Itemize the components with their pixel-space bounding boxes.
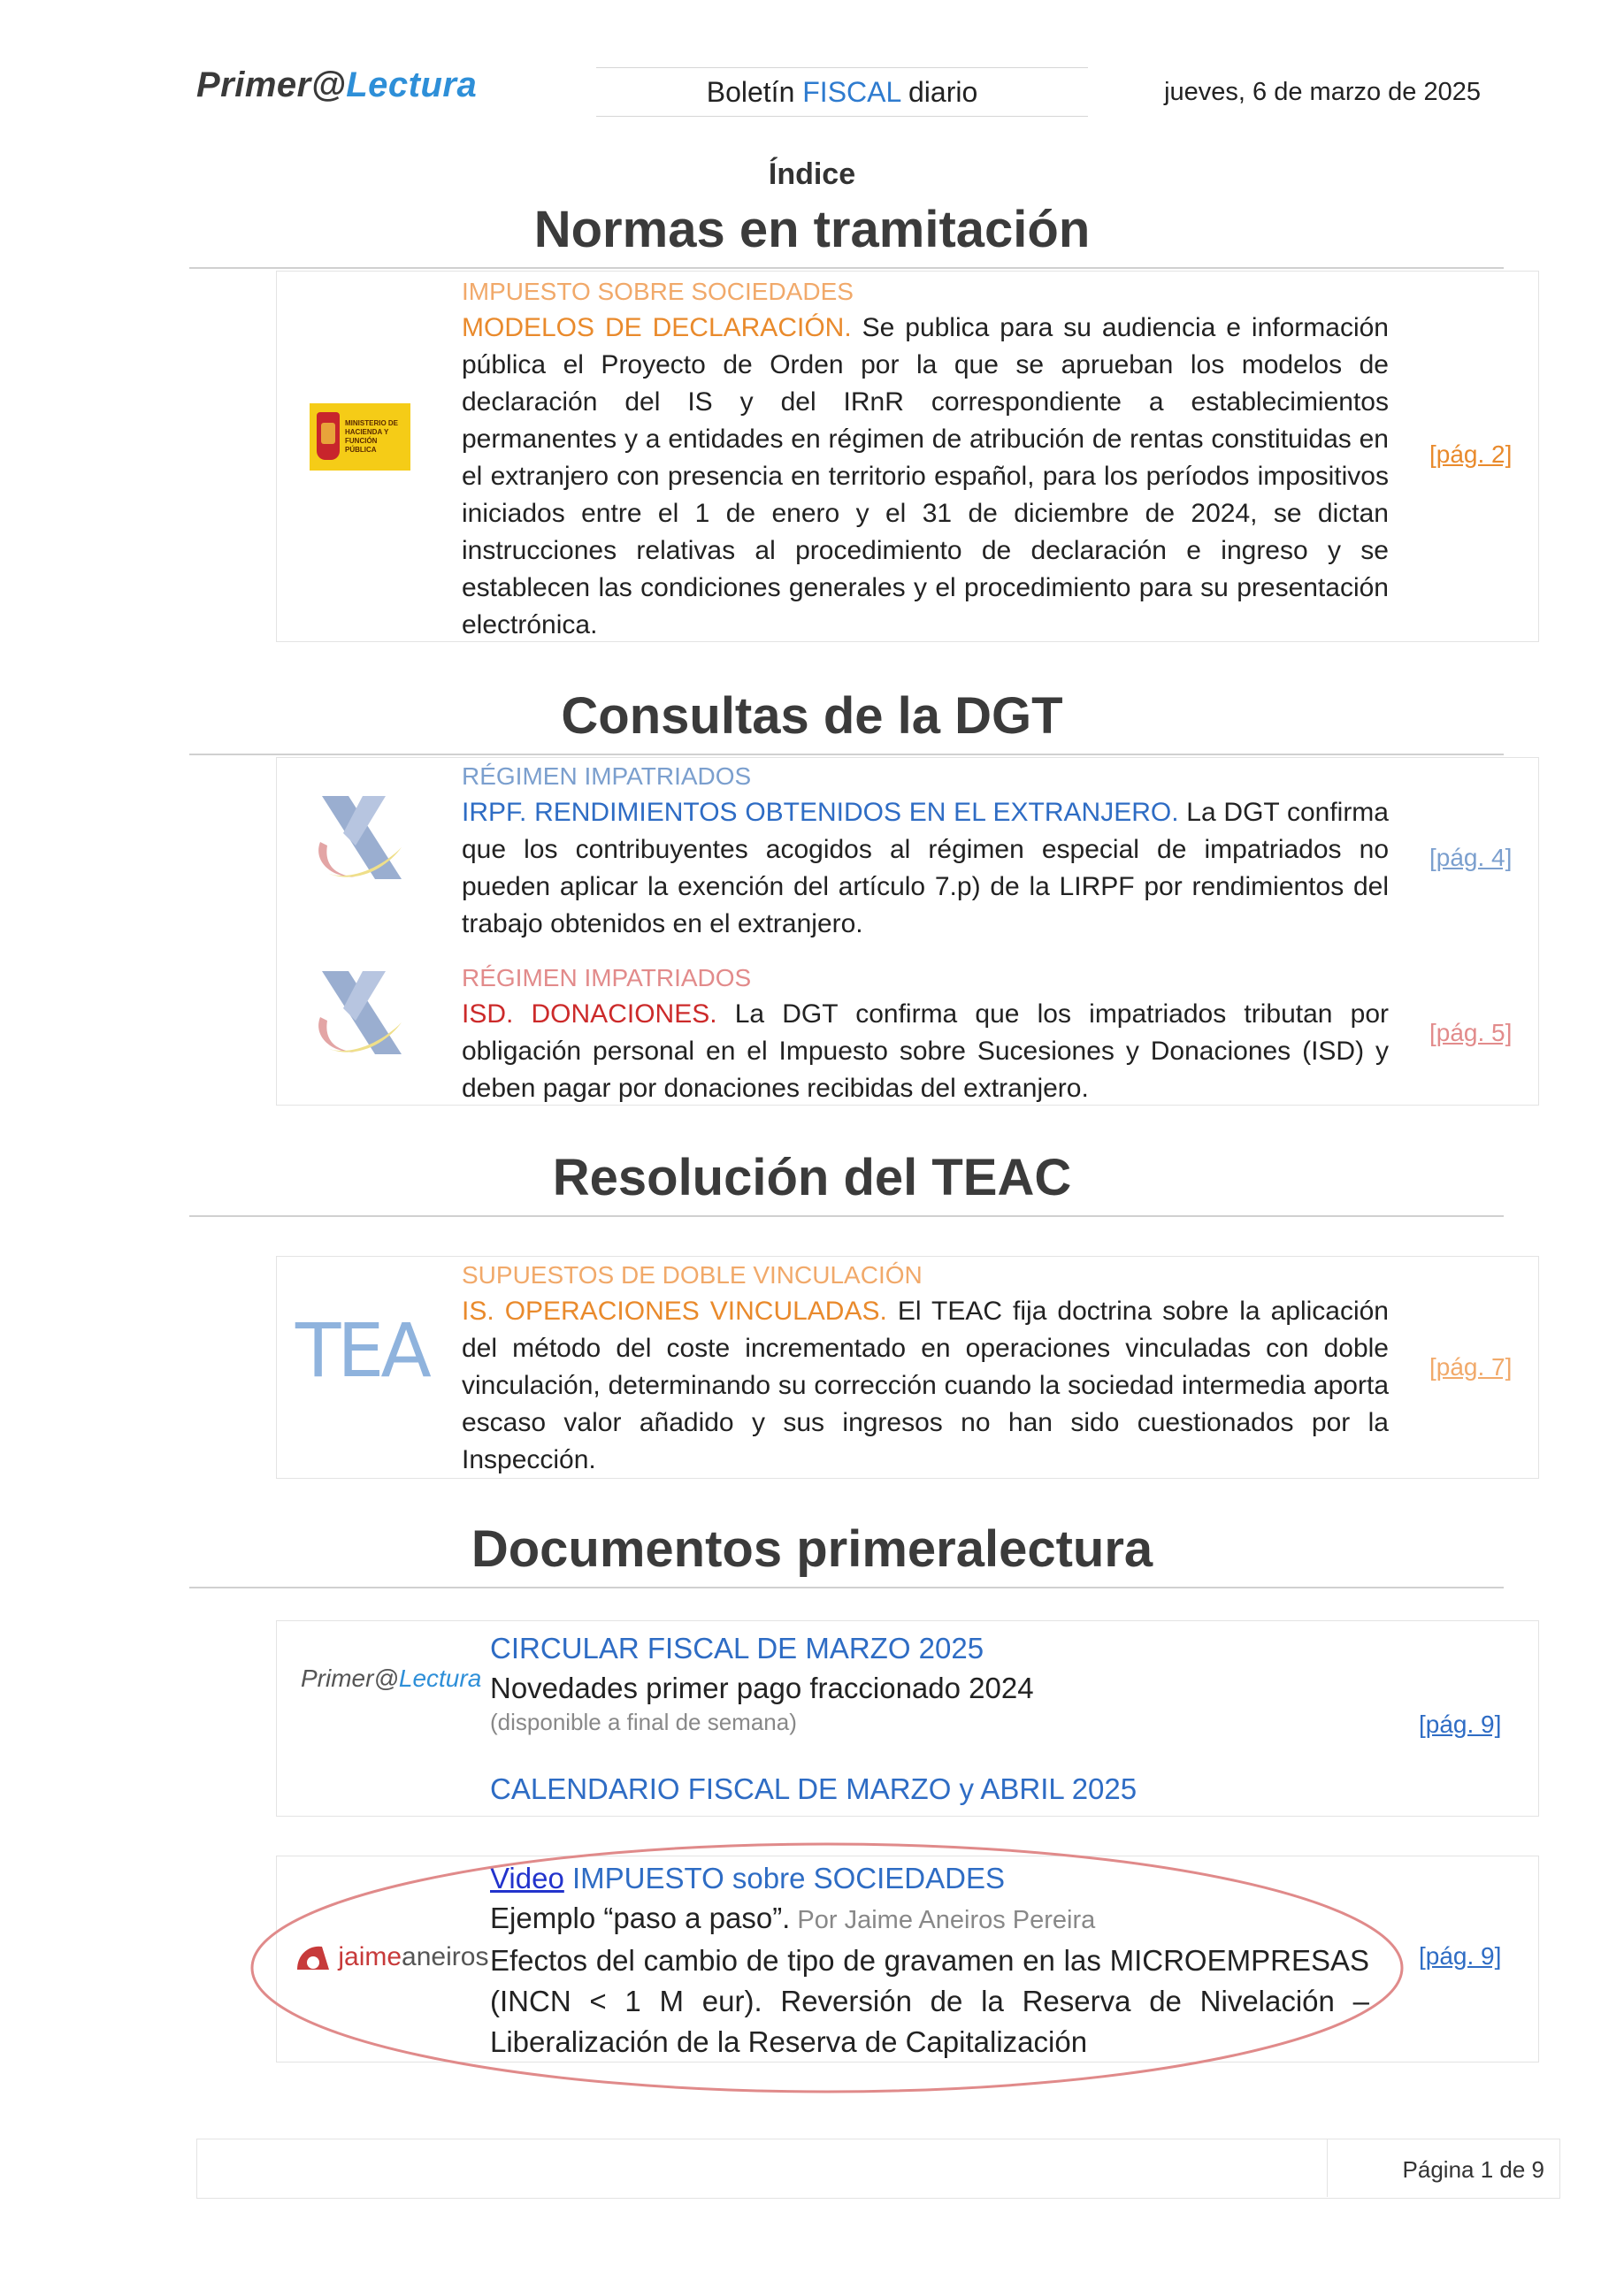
entry-body: La DGT confirma que los contribuyentes acogidos al régimen especial de impatriados no pueden aplicar la exención del artículo 7.p) de la LIRPF por rendimientos del trabajo obtenidos en el extranjero. (462, 798, 1389, 938)
section-divider (189, 1587, 1504, 1588)
bulletin-title (596, 67, 1088, 117)
page-number: Página 1 de 9 (1402, 2156, 1544, 2183)
entry-body: Se publica para su audiencia e información pública el Proyecto de Orden por la que se aprueban los modelos de declaración del IS y del IRnR correspondiente a establecimientos permanentes y a entidades en régimen de atribución de rentas constituidas en el extranjero con presencia en territorio español, para los períodos impositivos iniciados entre el 1 de enero y el 31 de diciembre de 2024, se dictan instrucciones relativas al procedimiento de declaración e ingreso y se establecen las condiciones generales y el procedimiento para su presentación electrónica. (462, 313, 1389, 639)
ministerio-hacienda-logo-icon (310, 403, 410, 471)
tea-logo-icon: TEA (295, 1307, 428, 1394)
aeat-logo-icon (310, 791, 412, 888)
entry-lead: ISD. DONACIONES. (462, 999, 717, 1029)
entry-lead: IS. OPERACIONES VINCULADAS. (462, 1297, 887, 1326)
entry-text (462, 794, 1389, 943)
entry-text (462, 996, 1389, 1107)
section-title-documentos: Documentos primeralectura (471, 1520, 1153, 1578)
logo-part2: Lectura (346, 65, 478, 104)
entry-body: El TEAC fija doctrina sobre la aplicación del método del coste incrementado en operaciones vinculadas con doble vinculación, determinando su corrección cuando la sociedad intermedia aporta escaso valor añadido y sus ingresos no han sido cuestionados por la Inspección. (462, 1297, 1389, 1474)
entry-text (462, 1293, 1389, 1479)
highlight-ellipse (239, 1831, 1415, 2105)
entry-lead: IRPF. RENDIMIENTOS OBTENIDOS EN EL EXTRANJERO. (462, 798, 1179, 827)
doc-circular (490, 1629, 1375, 1809)
aeat-logo-icon (310, 966, 412, 1063)
entry-category: RÉGIMEN IMPATRIADOS (462, 964, 752, 991)
page-link-doc2[interactable]: [pág. 9] (1419, 1942, 1502, 1970)
entry-dgt-1 (462, 759, 1389, 943)
bulletin-post: diario (900, 76, 978, 108)
entry-body: La DGT confirma que los impatriados tributan por obligación personal en el Impuesto sobre Sucesiones y Donaciones (ISD) y deben pagar por donaciones recibidas del extranjero. (462, 999, 1389, 1103)
small-logo-part2: Lectura (398, 1665, 482, 1692)
bulletin-date: jueves, 6 de marzo de 2025 (1164, 78, 1481, 106)
primeralectura-logo (196, 65, 477, 105)
doc-video-body: Efectos del cambio de tipo de gravamen en las MICROEMPRESAS (INCN < 1 M eur). Reversión de la Reserva de Nivelación – Liberalización de la Reserva de Capitalización (490, 1944, 1369, 2058)
doc-video-topic: IMPUESTO sobre SOCIEDADES (563, 1862, 1006, 1894)
example-label: Ejemplo “paso a paso”. (490, 1902, 791, 1934)
page-link-teac[interactable]: [pág. 7] (1429, 1353, 1513, 1381)
section-title-dgt: Consultas de la DGT (561, 687, 1063, 745)
doc-title-calendario[interactable]: CALENDARIO FISCAL DE MARZO y ABRIL 2025 (490, 1772, 1138, 1805)
entry-normas (462, 274, 1389, 644)
index-title: Índice (768, 157, 856, 191)
section-divider (189, 267, 1504, 269)
bulletin-pre: Boletín (706, 76, 803, 108)
section-title-teac: Resolución del TEAC (552, 1149, 1072, 1206)
entry-category: IMPUESTO SOBRE SOCIEDADES (462, 278, 854, 305)
page-link-dgt-2[interactable]: [pág. 5] (1429, 1019, 1513, 1046)
small-logo-part1: Primer@ (301, 1665, 399, 1692)
page-link-doc1[interactable]: [pág. 9] (1419, 1711, 1502, 1738)
page-link-dgt-1[interactable]: [pág. 4] (1429, 844, 1513, 871)
doc-note: (disponible a final de semana) (490, 1709, 797, 1735)
bulletin-accent: FISCAL (802, 76, 901, 108)
entry-lead: MODELOS DE DECLARACIÓN. (462, 313, 852, 342)
section-title-normas: Normas en tramitación (533, 201, 1091, 258)
entry-teac (462, 1258, 1389, 1479)
jaime-logo-part2: aneiros (402, 1942, 489, 1971)
entry-category: RÉGIMEN IMPATRIADOS (462, 762, 752, 790)
video-link[interactable]: Video (490, 1862, 564, 1894)
entry-category: SUPUESTOS DE DOBLE VINCULACIÓN (462, 1261, 923, 1289)
primeralectura-small-logo-icon (301, 1665, 481, 1693)
entry-text (462, 310, 1389, 644)
entry-dgt-2 (462, 960, 1389, 1107)
section-divider (189, 1215, 1504, 1217)
section-divider (189, 754, 1504, 755)
page-link-normas[interactable]: [pág. 2] (1429, 440, 1513, 468)
author: Por Jaime Aneiros Pereira (790, 1906, 1096, 1934)
logo-part1: Primer@ (196, 65, 347, 104)
jaime-logo-part1: jaime (338, 1942, 402, 1971)
doc-title-circular[interactable]: CIRCULAR FISCAL DE MARZO 2025 (490, 1632, 984, 1665)
doc-subtitle: Novedades primer pago fraccionado 2024 (490, 1672, 1034, 1704)
ministerio-logo-text: MINISTERIO DE HACIENDA Y FUNCIÓN PÚBLICA (345, 419, 399, 454)
